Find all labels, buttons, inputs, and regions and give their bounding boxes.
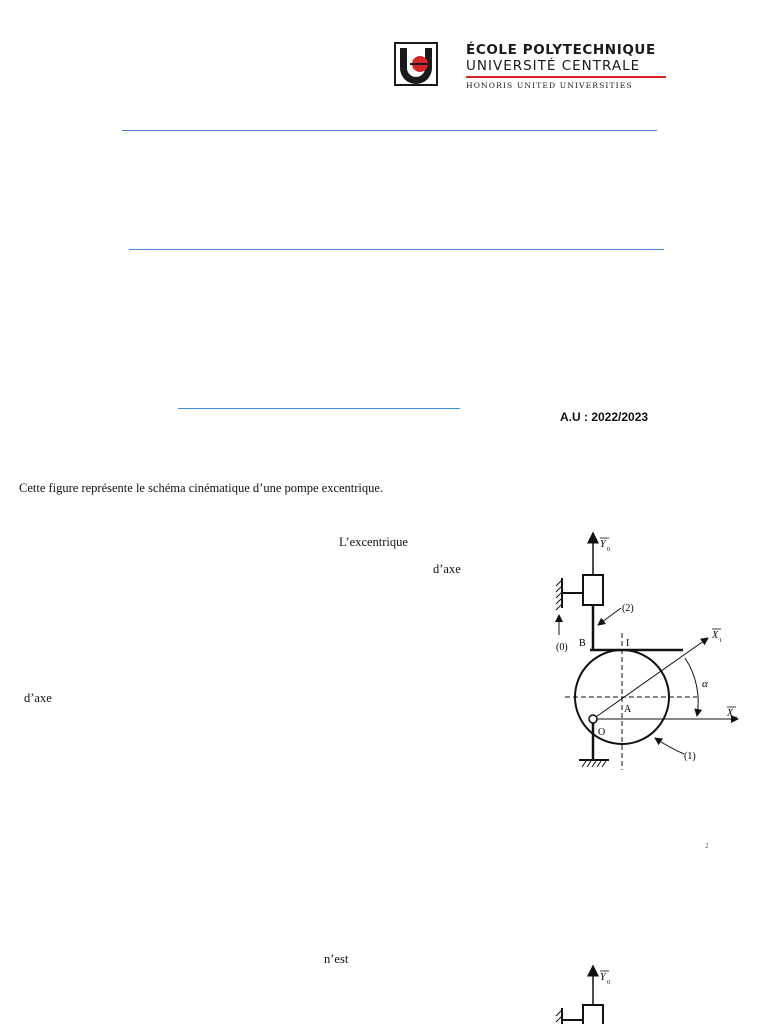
ground-hatch-top <box>556 578 562 610</box>
part1-label: (1) <box>684 751 696 762</box>
text-fragment-excentrique: L’excentrique <box>339 535 408 549</box>
slider-block-bottom <box>583 1005 603 1024</box>
title-rule-top <box>122 130 657 131</box>
y0-axis-subscript: 0 <box>607 547 610 553</box>
point-B-label: B <box>579 638 586 649</box>
school-name: ÉCOLE POLYTECHNIQUE <box>466 42 656 58</box>
kinematic-diagram-partial <box>550 960 630 1024</box>
y0-axis-label: Y <box>600 539 606 550</box>
slider-block <box>583 575 603 605</box>
y0-axis-label-bottom: Y <box>600 972 606 983</box>
kinematic-diagram <box>540 525 755 775</box>
text-fragment-axe-right: d’axe <box>433 562 461 576</box>
ground-hatch-bottom <box>579 760 609 767</box>
point-I-label: I <box>626 638 630 649</box>
y0-axis-subscript-bottom: 0 <box>607 980 610 986</box>
pivot-O <box>589 715 597 723</box>
x0-axis-label: X <box>727 708 734 719</box>
ground-hatch-top-bottom <box>556 1008 562 1024</box>
title-rule-middle <box>129 249 664 250</box>
text-fragment-nest: n’est <box>324 952 349 966</box>
x1-axis-label: X <box>712 630 719 641</box>
academic-year: A.U : 2022/2023 <box>560 410 649 424</box>
university-name: UNIVERSITÉ CENTRALE <box>466 58 641 74</box>
alpha-arc <box>685 658 698 716</box>
part2-label: (2) <box>622 603 634 614</box>
point-A-label: A <box>624 704 632 715</box>
part0-label: (0) <box>556 642 568 653</box>
logo-red-divider <box>466 76 666 78</box>
x0-axis-subscript: 0 <box>734 716 737 722</box>
x1-axis-subscript: 1 <box>719 638 722 644</box>
alpha-label: α <box>702 678 708 690</box>
school-emblem-icon <box>394 42 438 86</box>
point-O-label: O <box>598 727 606 738</box>
intro-sentence: Cette figure représente le schéma cinématique d’une pompe excentrique. <box>19 481 384 495</box>
title-rule-bottom <box>178 408 460 409</box>
part2-leader <box>598 608 621 625</box>
part1-leader <box>655 738 684 754</box>
network-name: HONORIS UNITED UNIVERSITIES <box>466 81 633 90</box>
text-fragment-axe-left: d’axe <box>24 691 52 705</box>
page-number: 2 <box>705 842 709 850</box>
university-logo <box>394 40 669 94</box>
